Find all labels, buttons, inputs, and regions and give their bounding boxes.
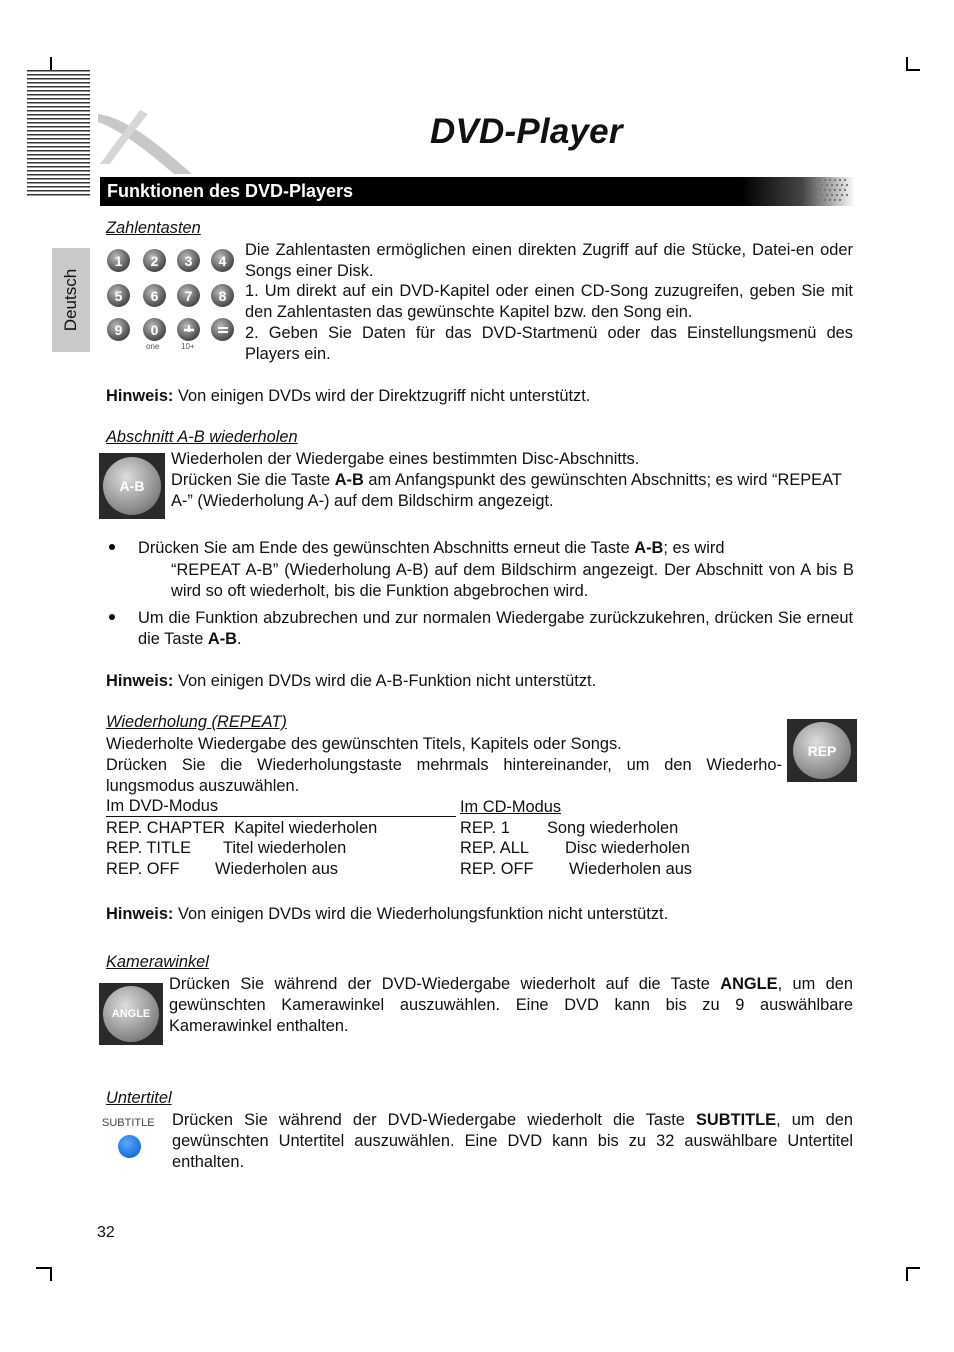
angle-text-3: , um den gewünschten Kamerawinkel auszuwählen. Eine DVD kann bis zu 9 auswählbare Kamerawinkel enthalten. [169, 975, 854, 1035]
note-label: Hinweis: [106, 672, 174, 690]
mode-code: REP. ALL [460, 839, 529, 857]
note-label: Hinweis: [106, 905, 174, 923]
repeat-button-image [787, 719, 857, 782]
repeat-button: REP [793, 722, 851, 779]
plus-ten-icon [182, 323, 196, 337]
number-keys-image [104, 245, 236, 355]
subtitle-heading: Untertitel [106, 1089, 172, 1107]
cd-mode-heading-text: Im CD-Modus [460, 798, 562, 816]
clear-icon [216, 323, 230, 337]
repeat-note [106, 904, 668, 925]
mode-desc: Wiederholen aus [215, 860, 339, 878]
ab-bullet-2c: . [237, 630, 242, 648]
language-side-tab [52, 248, 90, 352]
number-key: 2 [143, 249, 166, 272]
ab-bullet-2-key: A-B [207, 630, 237, 648]
angle-button-image [99, 983, 163, 1045]
number-key: 7 [177, 284, 200, 307]
crop-mark-bottom-right [906, 1267, 920, 1269]
subtitle-button-caption: SUBTITLE [102, 1117, 155, 1129]
ab-bullet-1c: ; es wird [663, 539, 725, 557]
page-number: 32 [97, 1224, 115, 1241]
ab-line-1: Wiederholen der Wiedergabe eines bestimmten Disc-Abschnitts. [171, 450, 640, 468]
mode-code: REP. OFF [460, 860, 534, 878]
mode-desc: Kapitel wiederholen [234, 819, 378, 837]
ab-bullet-1a: Drücken Sie am Ende des gewünschten Abschnitts erneut die Taste [138, 539, 635, 557]
crop-mark-bottom-left [50, 1267, 52, 1281]
mode-code: REP. 1 [460, 819, 510, 837]
mode-code: REP. OFF [106, 860, 180, 878]
angle-heading: Kamerawinkel [106, 953, 209, 971]
ab-heading: Abschnitt A-B wiederholen [106, 428, 298, 446]
ab-line-2-key: A-B [334, 471, 364, 489]
number-key: 9 [107, 318, 130, 341]
note-label: Hinweis: [106, 387, 174, 405]
zahlentasten-heading: Zahlentasten [106, 219, 201, 237]
number-key: 8 [211, 284, 234, 307]
ab-bullet-dot [109, 614, 115, 620]
number-key: 5 [107, 284, 130, 307]
mode-desc: Titel wiederholen [223, 839, 347, 857]
mode-desc: Wiederholen aus [569, 860, 693, 878]
zahlentasten-paragraph-1: Die Zahlentasten ermöglichen einen direkten Zugriff auf die Stücke, Datei-en oder Songs einer Disk. [245, 241, 853, 280]
subtitle-button [118, 1135, 141, 1158]
subtitle-paragraph [172, 1110, 853, 1173]
subtitle-text-1: Drücken Sie während der DVD-Wiedergabe wiederholt die Taste [172, 1111, 696, 1129]
angle-text-1: Drücken Sie während der DVD-Wiedergabe wiederholt auf die Taste [169, 975, 721, 993]
header-stripes [27, 70, 90, 198]
repeat-line-1: Wiederholte Wiedergabe des gewünschten Titels, Kapitels oder Songs. [106, 735, 622, 753]
cd-mode-heading [460, 797, 561, 818]
dvd-mode-heading [106, 797, 456, 817]
number-key: 4 [211, 249, 234, 272]
language-label: Deutsch [61, 268, 80, 332]
ab-line-2 [171, 470, 854, 512]
note-text: Von einigen DVDs wird die A-B-Funktion nicht unterstützt. [173, 672, 597, 690]
clear-key [211, 318, 234, 341]
mode-code: REP. TITLE [106, 839, 192, 857]
subtitle-button-image [100, 1115, 166, 1165]
plus-ten-key [177, 318, 200, 341]
mode-desc: Disc wiederholen [565, 839, 690, 857]
crop-mark-bottom-right [906, 1267, 908, 1281]
note-text: Von einigen DVDs wird der Direktzugriff nicht unterstützt. [173, 387, 591, 405]
key-caption-one: one [146, 342, 160, 351]
ab-bullet-1-line [138, 538, 853, 559]
ab-button: A-B [103, 457, 161, 515]
angle-button: ANGLE [103, 986, 159, 1042]
subtitle-key: SUBTITLE [695, 1111, 777, 1129]
ab-line-2c: am Anfangspunkt des gewünschten Abschnitts; es wird “REPEAT A-” (Wiederholung A-) auf dem Bildschirm angezeigt. [171, 471, 842, 510]
ab-bullet-1-key: A-B [634, 539, 664, 557]
ab-bullet-1-continuation: “REPEAT A-B” (Wiederholung A-B) auf dem Bildschirm angezeigt. Der Abschnitt von A bis B wird so oft wiederholt, bis die Funktion abgebrochen wird. [171, 561, 854, 600]
key-caption-ten: 10+ [181, 342, 195, 351]
zahlentasten-paragraph-2: 1. Um direkt auf ein DVD-Kapitel oder einen CD-Song zuzugreifen, geben Sie mit den Zahlentasten das gewünschte Kapitel bzw. den Song ein. [245, 282, 853, 321]
ab-bullet-2 [138, 608, 853, 650]
number-key: 3 [177, 249, 200, 272]
note-text: Von einigen DVDs wird die Wiederholungsfunktion nicht unterstützt. [173, 905, 669, 923]
page-title: DVD-Player [430, 112, 623, 151]
angle-key: ANGLE [720, 975, 778, 993]
dvd-mode-row [106, 818, 377, 839]
dvd-mode-heading-text: Im DVD-Modus [106, 797, 219, 815]
number-key: 0 [143, 318, 166, 341]
mode-code: REP. CHAPTER [106, 819, 226, 837]
number-key: 1 [107, 249, 130, 272]
ab-bullet-dot [109, 544, 115, 550]
brand-logo-x [96, 108, 200, 176]
header-dot-pattern [815, 177, 855, 206]
ab-bullet-2a: Um die Funktion abzubrechen und zur normalen Wiedergabe zurückzukehren, drücken Sie erneut die Taste [138, 609, 853, 648]
repeat-line-2: Drücken Sie die Wiederholungstaste mehrmals hintereinander, um den Wiederho-lungsmodus auszuwählen. [106, 756, 782, 795]
ab-button-image [99, 453, 165, 519]
zahlentasten-paragraph-3: 2. Geben Sie Daten für das DVD-Startmenü oder das Einstellungsmenü des Players ein. [245, 324, 853, 363]
section-header-title: Funktionen des DVD-Players [107, 181, 354, 201]
ab-line-2a: Drücken Sie die Taste [171, 471, 335, 489]
crop-mark-top-right [906, 69, 920, 71]
section-header-bar [100, 177, 855, 206]
dvd-mode-row [106, 838, 191, 859]
repeat-heading: Wiederholung (REPEAT) [106, 713, 287, 731]
dvd-mode-row [106, 859, 179, 880]
angle-paragraph [169, 974, 853, 1037]
mode-desc: Song wiederholen [547, 819, 679, 837]
ab-note [106, 671, 596, 692]
subtitle-text-3: , um den gewünschten Untertitel auszuwählen. Eine DVD kann bis zu 32 auswählbare Untertitel enthalten. [172, 1111, 853, 1171]
number-key: 6 [143, 284, 166, 307]
zahlentasten-note [106, 386, 590, 407]
